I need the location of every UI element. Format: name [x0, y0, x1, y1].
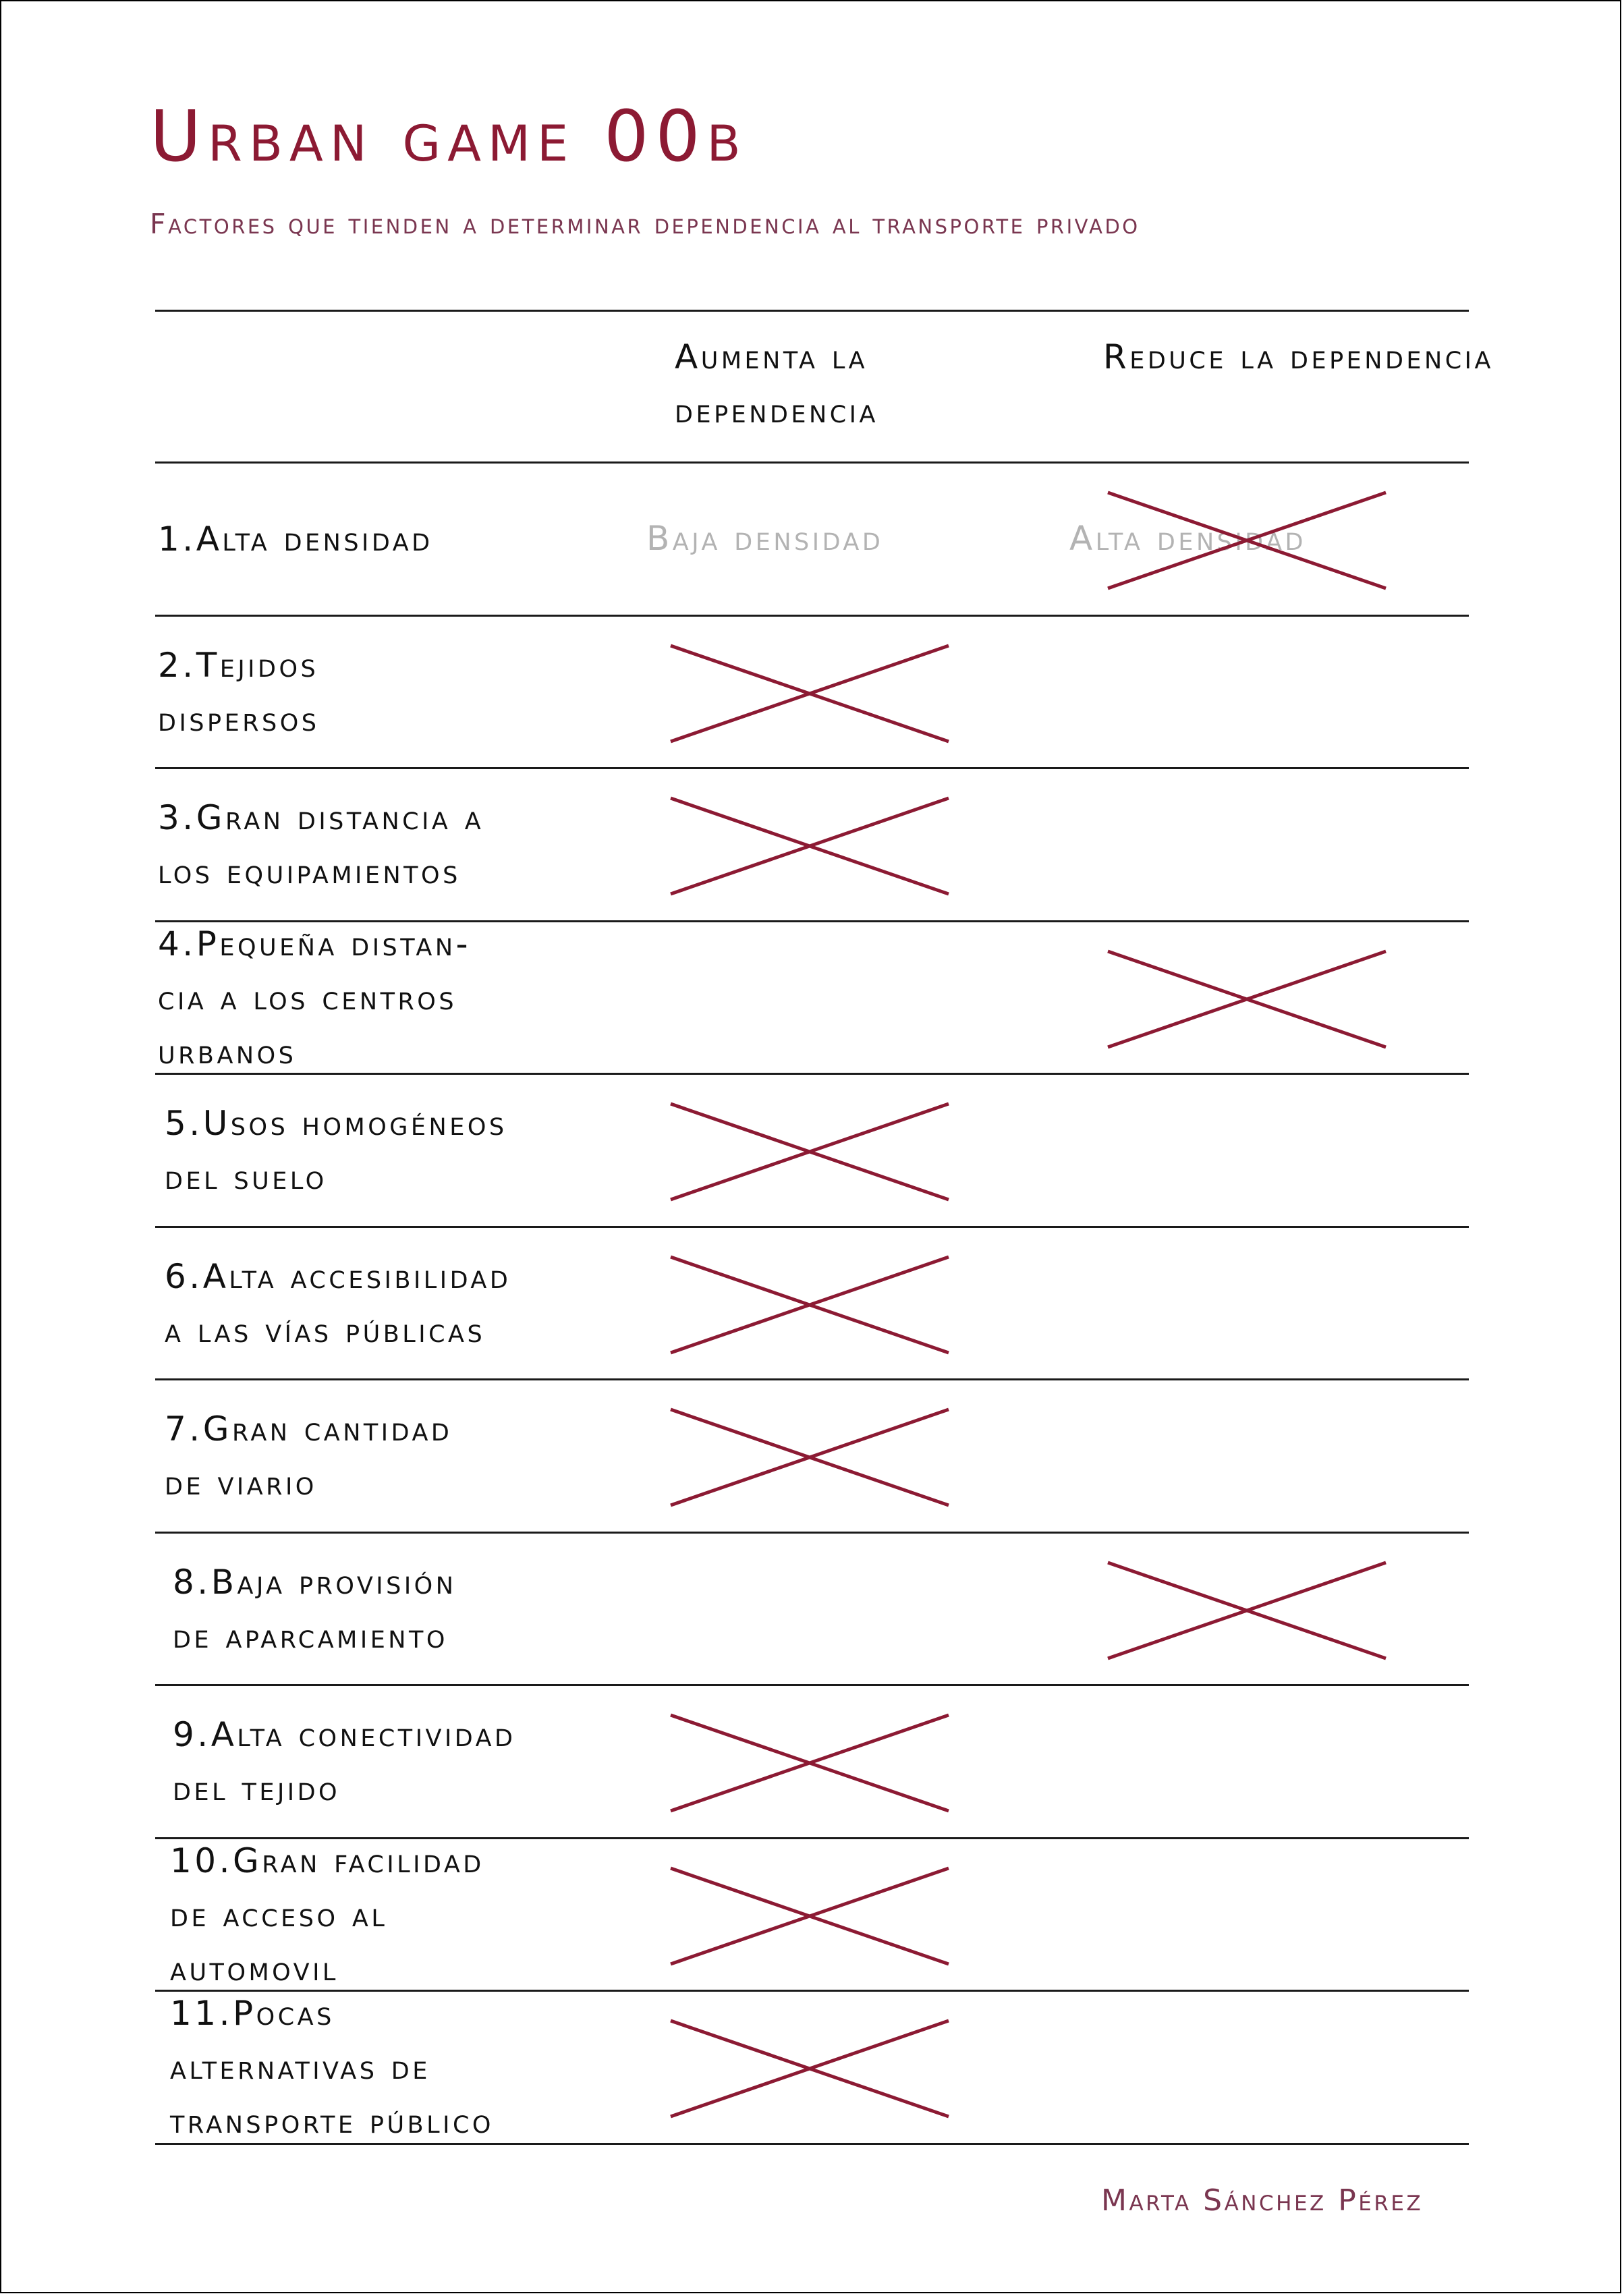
row-rule-5 — [155, 1226, 1469, 1228]
cross-mark-increase-row-2[interactable] — [668, 643, 951, 744]
option-text-increase: Baja densidad — [646, 519, 884, 559]
row-label-1: 1.Alta densidad — [158, 520, 433, 559]
row-label-5: 5.Usos homogéneos del suelo — [165, 1104, 507, 1198]
page-subtitle: Factores que tienden a determinar dependencia al transporte privado — [150, 208, 1140, 240]
cross-mark-reduce-row-4[interactable] — [1105, 949, 1389, 1050]
cross-mark-increase-row-6[interactable] — [668, 1254, 951, 1355]
header-rule — [155, 461, 1469, 464]
cross-mark-increase-row-7[interactable] — [668, 1407, 951, 1508]
row-rule-8 — [155, 1684, 1469, 1686]
row-label-10: 10.Gran facilidad de acceso al automovil — [170, 1841, 484, 1988]
dependency-table — [155, 310, 1494, 2144]
author-name: Marta Sánchez Pérez — [1101, 2183, 1424, 2218]
cross-mark-increase-row-3[interactable] — [668, 795, 951, 897]
column-header-reduce: Reduce la dependencia — [1103, 337, 1494, 376]
cross-mark-increase-row-10[interactable] — [668, 1866, 951, 1967]
row-rule-6 — [155, 1378, 1469, 1380]
row-rule-7 — [155, 1532, 1469, 1534]
row-label-3: 3.Gran distancia a los equipamientos — [158, 798, 484, 892]
cross-mark-reduce-row-8[interactable] — [1105, 1560, 1389, 1661]
row-rule-4 — [155, 1073, 1469, 1075]
cross-mark-reduce-row-1[interactable] — [1105, 490, 1389, 591]
cross-mark-increase-row-11[interactable] — [668, 2018, 951, 2119]
cross-mark-increase-row-5[interactable] — [668, 1101, 951, 1202]
row-label-9: 9.Alta conectividad del tejido — [173, 1715, 516, 1809]
column-header-increase: Aumenta la dependencia — [675, 337, 878, 430]
row-label-6: 6.Alta accesibilidad a las vías públicas — [165, 1256, 511, 1350]
row-rule-11 — [155, 2143, 1469, 2145]
option-text-reduce: Alta densidad — [1069, 519, 1306, 559]
row-label-2: 2.Tejidos dispersos — [158, 645, 320, 739]
row-rule-1 — [155, 615, 1469, 617]
row-rule-2 — [155, 767, 1469, 769]
row-label-8: 8.Baja provisión de aparcamiento — [173, 1562, 457, 1656]
cross-mark-increase-row-9[interactable] — [668, 1712, 951, 1814]
row-label-7: 7.Gran cantidad de viario — [165, 1409, 453, 1503]
row-label-11: 11.Pocas alternativas de transporte público — [170, 1994, 494, 2141]
page-title: Urban game 00b — [150, 95, 748, 177]
row-label-4: 4.Pequeña distan- cia a los centros urbanos — [158, 924, 472, 1071]
table-top-rule — [155, 310, 1469, 312]
